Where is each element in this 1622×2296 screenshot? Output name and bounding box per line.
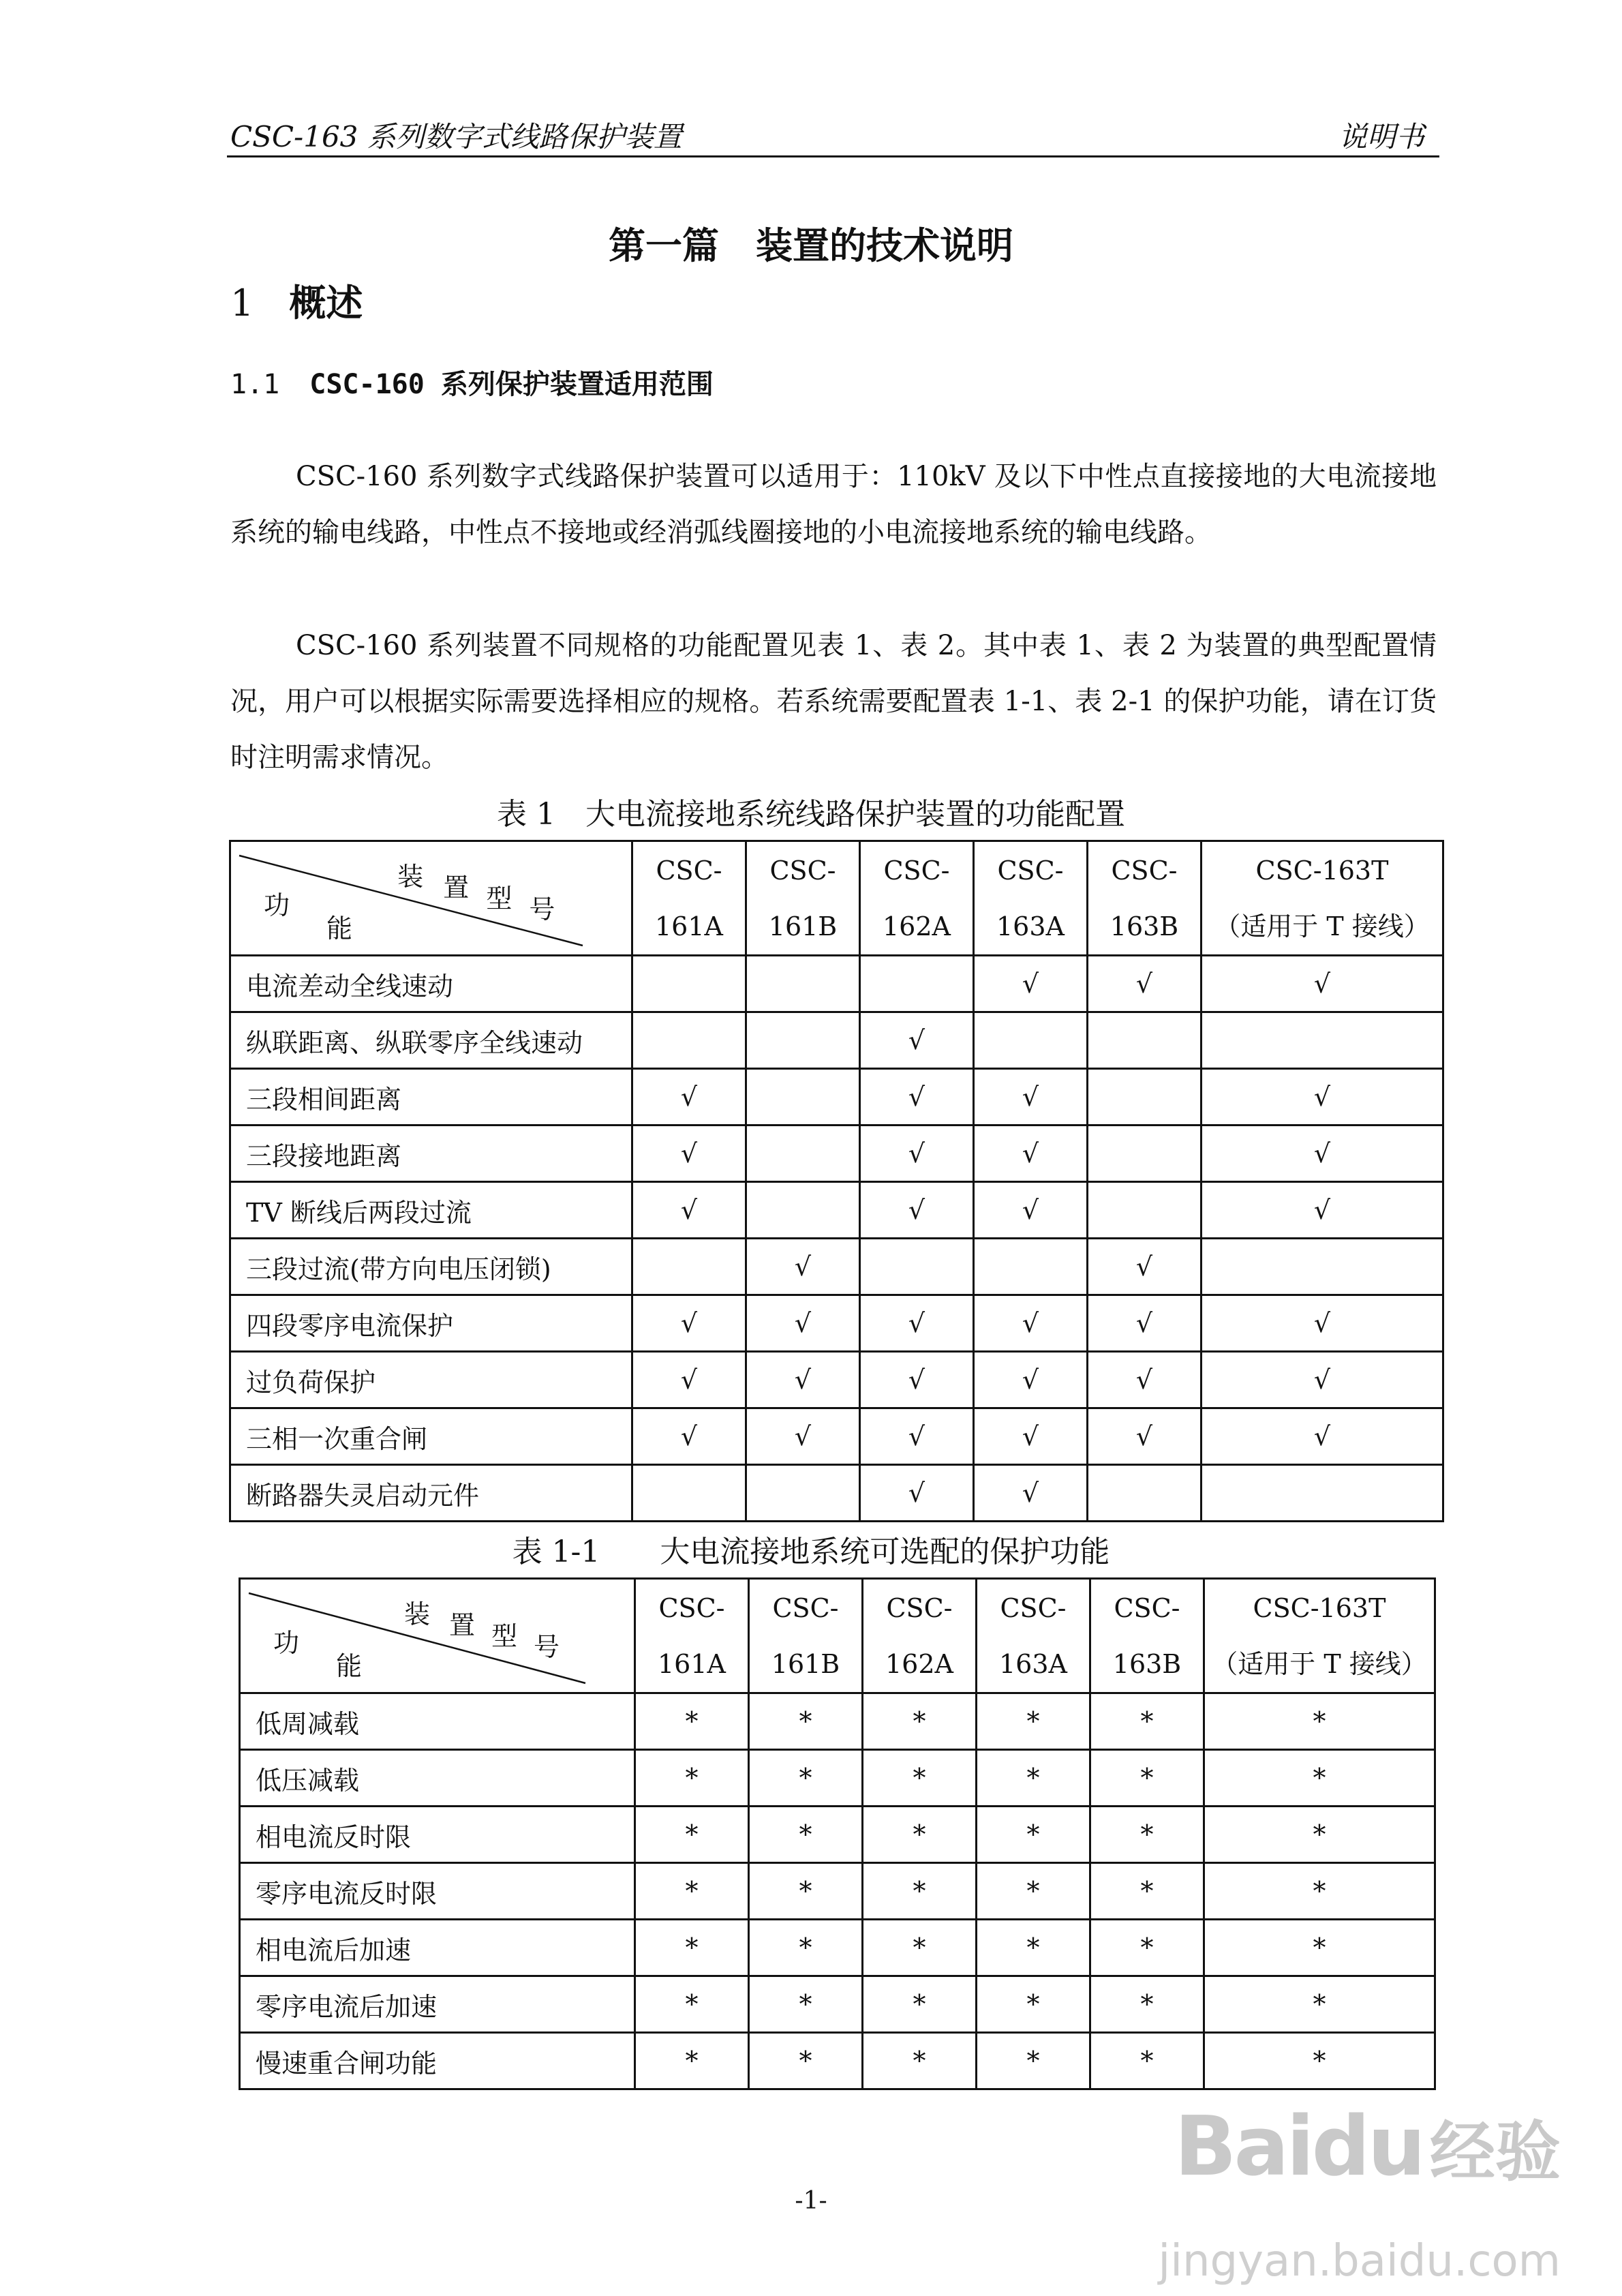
table-row <box>230 1182 1443 1239</box>
table-row <box>230 1465 1443 1522</box>
support-mark-cell: * <box>1204 1693 1435 1750</box>
support-mark-cell: * <box>1090 1807 1204 1863</box>
support-mark-cell: √ <box>632 1295 746 1352</box>
support-mark-cell: √ <box>1088 1352 1202 1408</box>
support-mark-cell: * <box>1204 1920 1435 1976</box>
support-mark-cell: √ <box>746 1295 860 1352</box>
header-function-char: 能 <box>326 913 353 943</box>
support-mark-cell <box>746 956 860 1012</box>
support-mark-cell: * <box>635 2033 749 2089</box>
support-mark-cell: √ <box>1202 1126 1443 1182</box>
watermark-url: jingyan.baidu.com <box>1158 2236 1561 2286</box>
support-mark-cell: * <box>1090 1693 1204 1750</box>
header-model-char: 装 <box>397 861 424 892</box>
support-mark-cell: √ <box>860 1012 974 1069</box>
support-mark-cell: √ <box>974 1182 1088 1239</box>
page-number: -1- <box>795 2187 827 2215</box>
support-mark-cell <box>1202 1465 1443 1522</box>
header-model-char: 型 <box>491 1620 518 1651</box>
function-name-cell: 三段接地距离 <box>230 1126 632 1182</box>
function-name-cell: 三段相间距离 <box>230 1069 632 1126</box>
support-mark-cell: * <box>863 1976 977 2033</box>
support-mark-cell <box>860 956 974 1012</box>
support-mark-cell: √ <box>1202 956 1443 1012</box>
section-number: 1 <box>230 282 254 324</box>
support-mark-cell: * <box>977 1920 1090 1976</box>
support-mark-cell: √ <box>860 1465 974 1522</box>
support-mark-cell <box>1088 1465 1202 1522</box>
section-title: 概述 <box>289 282 363 324</box>
support-mark-cell: √ <box>632 1126 746 1182</box>
support-mark-cell: * <box>749 1807 863 1863</box>
support-mark-cell: √ <box>974 1352 1088 1408</box>
support-mark-cell: * <box>749 1750 863 1807</box>
subsection-title: CSC-160 系列保护装置适用范围 <box>309 369 714 400</box>
function-name-cell: 慢速重合闸功能 <box>240 2033 635 2089</box>
support-mark-cell: * <box>749 2033 863 2089</box>
support-mark-cell: * <box>863 2033 977 2089</box>
support-mark-cell: * <box>1090 1920 1204 1976</box>
table-row <box>230 1012 1443 1069</box>
support-mark-cell: √ <box>1088 956 1202 1012</box>
support-mark-cell: * <box>635 1976 749 2033</box>
table-row <box>230 1295 1443 1352</box>
support-mark-cell <box>974 1012 1088 1069</box>
function-name-cell: 相电流反时限 <box>240 1807 635 1863</box>
table-row <box>230 1126 1443 1182</box>
header-model-char: 型 <box>486 883 512 913</box>
support-mark-cell: * <box>635 1750 749 1807</box>
function-name-cell: 电流差动全线速动 <box>230 956 632 1012</box>
support-mark-cell <box>632 956 746 1012</box>
table1-model-header-1: CSC- 161B <box>746 841 860 956</box>
function-name-cell: 相电流后加速 <box>240 1920 635 1976</box>
support-mark-cell <box>632 1012 746 1069</box>
watermark-tag: 经验 <box>1430 2114 1561 2190</box>
function-name-cell: 三段过流(带方向电压闭锁) <box>230 1239 632 1295</box>
part-title: 第一篇 装置的技术说明 <box>609 224 1013 267</box>
header-model-char: 置 <box>449 1610 476 1640</box>
table-row <box>230 1069 1443 1126</box>
function-name-cell: 低压减载 <box>240 1750 635 1807</box>
running-header-doc-type: 说明书 <box>1338 120 1424 153</box>
support-mark-cell: √ <box>974 1069 1088 1126</box>
support-mark-cell: * <box>1204 1863 1435 1920</box>
table2-model-header-3: CSC- 163A <box>977 1579 1090 1693</box>
table1-header-row <box>230 841 1443 956</box>
subsection-number: 1.1 <box>230 369 280 400</box>
table-row <box>240 1693 1435 1750</box>
support-mark-cell <box>1088 1012 1202 1069</box>
support-mark-cell: * <box>863 1750 977 1807</box>
support-mark-cell: * <box>635 1807 749 1863</box>
support-mark-cell: * <box>1204 1976 1435 2033</box>
support-mark-cell: * <box>977 2033 1090 2089</box>
header-model-char: 号 <box>534 1631 560 1662</box>
table2-model-header-5: CSC-163T （适用于 T 接线） <box>1204 1579 1435 1693</box>
support-mark-cell: √ <box>860 1352 974 1408</box>
table1-model-header-3: CSC- 163A <box>974 841 1088 956</box>
support-mark-cell: * <box>635 1920 749 1976</box>
support-mark-cell: √ <box>632 1182 746 1239</box>
support-mark-cell: √ <box>1202 1408 1443 1465</box>
support-mark-cell: √ <box>1202 1069 1443 1126</box>
header-function-char: 功 <box>273 1627 300 1658</box>
table1-diagonal-header <box>230 841 632 956</box>
support-mark-cell: √ <box>860 1126 974 1182</box>
table-row <box>240 1920 1435 1976</box>
support-mark-cell: * <box>977 1863 1090 1920</box>
support-mark-cell <box>746 1182 860 1239</box>
function-name-cell: 低周减载 <box>240 1693 635 1750</box>
support-mark-cell: √ <box>1202 1182 1443 1239</box>
support-mark-cell: √ <box>746 1408 860 1465</box>
function-name-cell: 纵联距离、纵联零序全线速动 <box>230 1012 632 1069</box>
support-mark-cell <box>632 1465 746 1522</box>
support-mark-cell: * <box>863 1807 977 1863</box>
function-name-cell: 零序电流后加速 <box>240 1976 635 2033</box>
support-mark-cell: √ <box>860 1069 974 1126</box>
paragraph-scope: CSC-160 系列数字式线路保护装置可以适用于：110kV 及以下中性点直接接地的大电流接地系统的输电线路，中性点不接地或经消弧线圈接地的小电流接地系统的输电线路。 <box>230 461 1437 548</box>
table-row <box>240 1863 1435 1920</box>
support-mark-cell <box>746 1069 860 1126</box>
table-row <box>240 1976 1435 2033</box>
table1-model-header-2: CSC- 162A <box>860 841 974 956</box>
diagonal-divider <box>231 843 633 954</box>
table2-diagonal-header <box>240 1579 635 1693</box>
support-mark-cell: * <box>1090 1976 1204 2033</box>
table2-model-header-4: CSC- 163B <box>1090 1579 1204 1693</box>
table-row <box>230 1239 1443 1295</box>
support-mark-cell: * <box>1204 1750 1435 1807</box>
support-mark-cell: √ <box>632 1408 746 1465</box>
support-mark-cell: * <box>863 1693 977 1750</box>
support-mark-cell <box>1088 1069 1202 1126</box>
header-model-char: 号 <box>529 894 555 924</box>
support-mark-cell: * <box>863 1920 977 1976</box>
support-mark-cell: √ <box>1088 1408 1202 1465</box>
function-name-cell: 零序电流反时限 <box>240 1863 635 1920</box>
header-rule <box>227 155 1439 157</box>
table1-model-header-0: CSC- 161A <box>632 841 746 956</box>
support-mark-cell: * <box>863 1863 977 1920</box>
support-mark-cell: * <box>1090 1863 1204 1920</box>
table2-model-header-2: CSC- 162A <box>863 1579 977 1693</box>
support-mark-cell <box>1202 1239 1443 1295</box>
running-header-title: CSC-163 系列数字式线路保护装置 <box>230 120 682 153</box>
support-mark-cell: √ <box>974 1126 1088 1182</box>
support-mark-cell <box>1088 1182 1202 1239</box>
support-mark-cell: √ <box>974 1408 1088 1465</box>
table-row <box>240 2033 1435 2089</box>
table2-header-row <box>240 1579 1435 1693</box>
support-mark-cell: √ <box>632 1352 746 1408</box>
table2-optional-functions <box>239 1577 1436 2090</box>
support-mark-cell <box>1202 1012 1443 1069</box>
table1-caption: 表 1 大电流接地系统线路保护装置的功能配置 <box>497 797 1125 832</box>
support-mark-cell: * <box>635 1863 749 1920</box>
table2-model-header-1: CSC- 161B <box>749 1579 863 1693</box>
support-mark-cell: √ <box>632 1069 746 1126</box>
support-mark-cell <box>1088 1126 1202 1182</box>
support-mark-cell: * <box>749 1976 863 2033</box>
support-mark-cell: √ <box>746 1239 860 1295</box>
table-row <box>230 1352 1443 1408</box>
support-mark-cell: * <box>749 1863 863 1920</box>
support-mark-cell: √ <box>1202 1295 1443 1352</box>
table1-model-header-5: CSC-163T （适用于 T 接线） <box>1202 841 1443 956</box>
header-model-char: 置 <box>443 872 470 903</box>
support-mark-cell <box>746 1126 860 1182</box>
header-function-char: 能 <box>336 1650 363 1681</box>
support-mark-cell: √ <box>746 1352 860 1408</box>
table1-function-config <box>229 840 1444 1522</box>
function-name-cell: 过负荷保护 <box>230 1352 632 1408</box>
support-mark-cell: * <box>1204 1807 1435 1863</box>
support-mark-cell: * <box>749 1693 863 1750</box>
header-function-char: 功 <box>264 890 290 920</box>
function-name-cell: 四段零序电流保护 <box>230 1295 632 1352</box>
support-mark-cell: √ <box>974 1295 1088 1352</box>
function-name-cell: TV 断线后两段过流 <box>230 1182 632 1239</box>
table2-model-header-0: CSC- 161A <box>635 1579 749 1693</box>
support-mark-cell: √ <box>860 1295 974 1352</box>
support-mark-cell: * <box>977 1750 1090 1807</box>
support-mark-cell <box>632 1239 746 1295</box>
table1-model-header-4: CSC- 163B <box>1088 841 1202 956</box>
table-row <box>240 1750 1435 1807</box>
support-mark-cell <box>974 1239 1088 1295</box>
support-mark-cell: * <box>635 1693 749 1750</box>
support-mark-cell: * <box>1204 2033 1435 2089</box>
support-mark-cell: √ <box>1202 1352 1443 1408</box>
table-row <box>230 1408 1443 1465</box>
header-model-char: 装 <box>404 1599 431 1629</box>
table-row <box>240 1807 1435 1863</box>
support-mark-cell: √ <box>1088 1239 1202 1295</box>
support-mark-cell: * <box>977 1693 1090 1750</box>
function-name-cell: 断路器失灵启动元件 <box>230 1465 632 1522</box>
table2-caption: 表 1-1 大电流接地系统可选配的保护功能 <box>512 1535 1110 1569</box>
support-mark-cell <box>746 1012 860 1069</box>
support-mark-cell: √ <box>860 1408 974 1465</box>
support-mark-cell: √ <box>1088 1295 1202 1352</box>
paragraph-configuration: CSC-160 系列装置不同规格的功能配置见表 1、表 2。其中表 1、表 2 为装置的典型配置情况，用户可以根据实际需要选择相应的规格。若系统需要配置表 1-1、表 2-1 的保护功能，请在订货时注明需求情况。 <box>230 630 1437 773</box>
support-mark-cell: * <box>1090 2033 1204 2089</box>
baidu-watermark <box>1158 2100 1561 2286</box>
support-mark-cell: * <box>1090 1750 1204 1807</box>
table-row <box>230 956 1443 1012</box>
diagonal-divider <box>241 1581 636 1691</box>
section-heading <box>230 274 363 327</box>
support-mark-cell: √ <box>974 1465 1088 1522</box>
support-mark-cell: * <box>749 1920 863 1976</box>
support-mark-cell: * <box>977 1807 1090 1863</box>
watermark-brand: Baidu <box>1174 2100 1423 2194</box>
support-mark-cell <box>860 1239 974 1295</box>
function-name-cell: 三相一次重合闸 <box>230 1408 632 1465</box>
support-mark-cell <box>746 1465 860 1522</box>
support-mark-cell: √ <box>860 1182 974 1239</box>
subsection-heading <box>230 363 714 402</box>
support-mark-cell: √ <box>974 956 1088 1012</box>
support-mark-cell: * <box>977 1976 1090 2033</box>
